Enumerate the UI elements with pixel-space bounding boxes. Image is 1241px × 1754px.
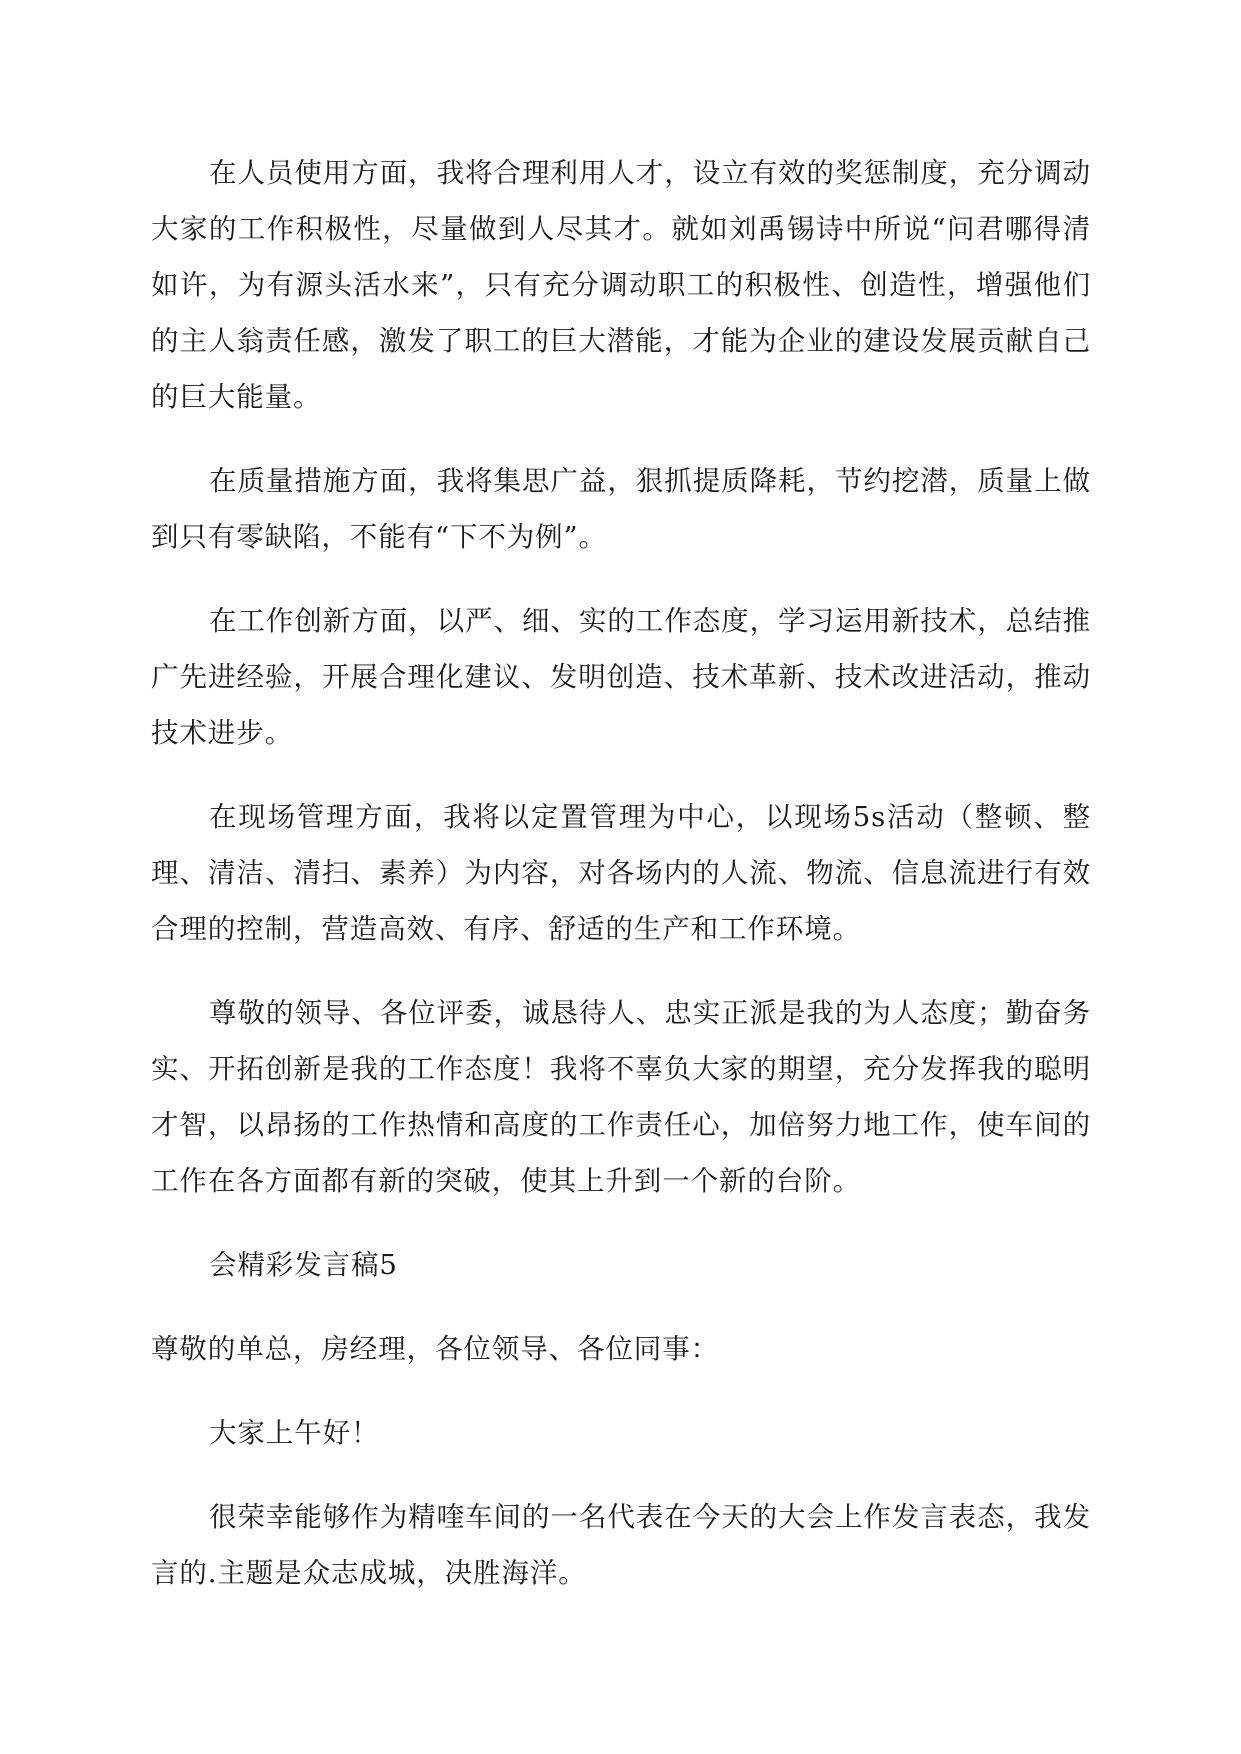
paragraph-innovation: 在工作创新方面，以严、细、实的工作态度，学习运用新技术，总结推广先进经验，开展合理化建议、发明创造、技术革新、技术改进活动，推动技术进步。 [151,605,1091,749]
paragraph-quality: 在质量措施方面，我将集思广益，狠抓提质降耗，节约挖潜，质量上做到只有零缺陷，不能有“下不为例”。 [151,465,1091,553]
document-body [151,145,1091,1629]
paragraph-personnel: 在人员使用方面，我将合理利用人才，设立有效的奖惩制度，充分调动大家的工作积极性，尽量做到人尽其才。就如刘禹锡诗中所说“问君哪得清如许，为有源头活水来”，只有充分调动职工的积极性、创造性，增强他们的主人翁责任感，激发了职工的巨大潜能，才能为企业的建设发展贡献自己的巨大能量。 [151,157,1091,413]
paragraph-site-management: 在现场管理方面，我将以定置管理为中心，以现场5s活动（整顿、整理、清洁、清扫、素养）为内容，对各场内的人流、物流、信息流进行有效合理的控制，营造高效、有序、舒适的生产和工作环境。 [151,801,1091,945]
paragraph-intro: 很荣幸能够作为精喹车间的一名代表在今天的大会上作发言表态，我发言的.主题是众志成城，决胜海洋。 [151,1501,1091,1589]
section-heading: 会精彩发言稿5 [209,1249,398,1281]
greeting: 大家上午好！ [209,1417,380,1449]
salutation: 尊敬的单总，房经理，各位领导、各位同事： [151,1333,719,1365]
paragraph-closing: 尊敬的领导、各位评委，诚恳待人、忠实正派是我的为人态度；勤奋务实、开拓创新是我的工作态度！我将不辜负大家的期望，充分发挥我的聪明才智，以昂扬的工作热情和高度的工作责任心，加倍努力地工作，使车间的工作在各方面都有新的突破，使其上升到一个新的台阶。 [151,997,1091,1197]
